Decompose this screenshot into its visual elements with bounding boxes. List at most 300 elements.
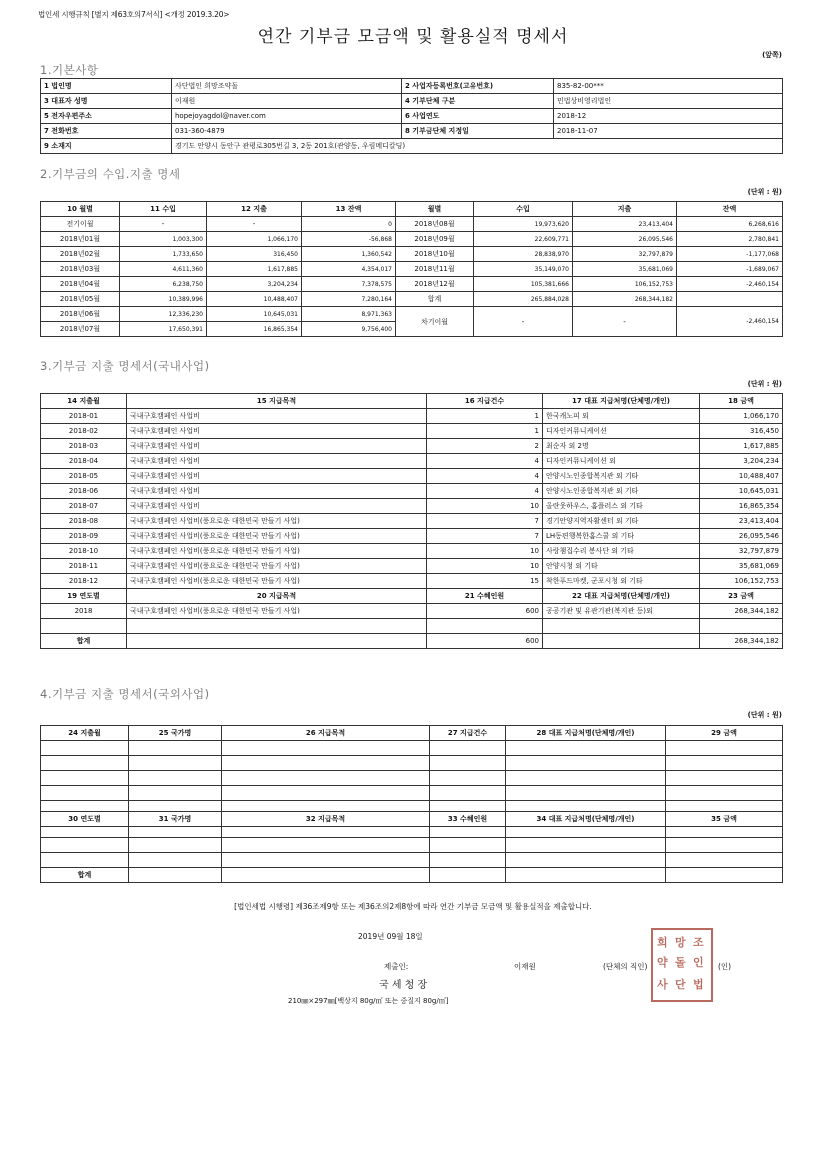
value-cell: -2,460,154 bbox=[677, 307, 783, 337]
empty-cell bbox=[666, 838, 783, 853]
column-header: 23 금액 bbox=[700, 589, 783, 604]
empty-cell bbox=[700, 619, 783, 634]
month-cell: 2018-06 bbox=[41, 484, 127, 499]
table-row bbox=[41, 124, 783, 139]
table-row bbox=[41, 232, 783, 247]
submitter-label: 제출인: bbox=[384, 962, 409, 971]
table-row bbox=[41, 499, 783, 514]
column-header: 21 수혜인원 bbox=[427, 589, 543, 604]
table-row bbox=[41, 801, 783, 812]
amount-cell: 23,413,404 bbox=[700, 514, 783, 529]
month-cell: 2018년09월 bbox=[396, 232, 474, 247]
table-row bbox=[41, 574, 783, 589]
empty-cell bbox=[430, 853, 506, 868]
table-row bbox=[41, 262, 783, 277]
table-row bbox=[41, 756, 783, 771]
empty-cell bbox=[41, 771, 129, 786]
value-cell: 7,280,164 bbox=[302, 292, 396, 307]
purpose-cell: 국내구호캠페인 사업비 bbox=[127, 409, 427, 424]
table-row bbox=[41, 786, 783, 801]
value-cell: -56,868 bbox=[302, 232, 396, 247]
paper-spec: 210㎜×297㎜[백상지 80g/㎡ 또는 중질지 80g/㎡] bbox=[288, 997, 449, 1005]
value-cell: 3,204,234 bbox=[207, 277, 302, 292]
table-row bbox=[41, 619, 783, 634]
field-label: 8 기부금단체 지정일 bbox=[402, 124, 554, 139]
purpose-cell: 국내구호캠페인 사업비(풍요로운 대한민국 만들기 사업) bbox=[127, 604, 427, 619]
organization-seal-stamp: 희 망 조 약 돌 인 사 단 법 bbox=[651, 928, 713, 1002]
table-row bbox=[41, 771, 783, 786]
empty-cell bbox=[41, 853, 129, 868]
empty-cell bbox=[129, 741, 222, 756]
empty-cell bbox=[506, 786, 666, 801]
table-header-row bbox=[41, 394, 783, 409]
empty-cell bbox=[666, 771, 783, 786]
empty-cell bbox=[41, 619, 127, 634]
value-cell: 1,360,542 bbox=[302, 247, 396, 262]
recipient-cell: LH동편행복한홈스쿨 외 기타 bbox=[543, 529, 700, 544]
amount-cell: 35,681,069 bbox=[700, 559, 783, 574]
amount-cell: 10,645,031 bbox=[700, 484, 783, 499]
column-header: 11 수입 bbox=[120, 202, 207, 217]
empty-cell bbox=[666, 853, 783, 868]
empty-cell bbox=[666, 756, 783, 771]
table-row bbox=[41, 109, 783, 124]
table-row bbox=[41, 559, 783, 574]
page-side-note: (앞쪽) bbox=[762, 51, 782, 59]
value-cell: 4,354,017 bbox=[302, 262, 396, 277]
table-row bbox=[41, 827, 783, 838]
overseas-expense-table bbox=[40, 725, 783, 883]
count-cell: 7 bbox=[427, 514, 543, 529]
empty-cell bbox=[41, 786, 129, 801]
submission-statement: [법인세법 시행령] 제36조제9항 또는 제36조의2제8항에 따라 연간 기부금 모금액 및 활용실적을 제출합니다. bbox=[234, 902, 592, 911]
count-cell: 10 bbox=[427, 544, 543, 559]
count-cell: 15 bbox=[427, 574, 543, 589]
empty-cell bbox=[506, 756, 666, 771]
column-header: 28 대표 지급처명(단체명/개인) bbox=[506, 726, 666, 741]
amount-cell: 26,095,546 bbox=[700, 529, 783, 544]
value-cell: 35,149,070 bbox=[474, 262, 573, 277]
field-label: 5 전자우편주소 bbox=[41, 109, 172, 124]
empty-cell bbox=[666, 786, 783, 801]
empty-cell bbox=[666, 827, 783, 838]
empty-cell bbox=[129, 801, 222, 812]
value-cell: 1,003,300 bbox=[120, 232, 207, 247]
table-header-row bbox=[41, 812, 783, 827]
empty-cell bbox=[430, 868, 506, 883]
empty-cell bbox=[430, 786, 506, 801]
section2-unit: (단위 : 원) bbox=[747, 188, 782, 196]
count-cell: 4 bbox=[427, 469, 543, 484]
empty-cell bbox=[41, 827, 129, 838]
count-cell: 2 bbox=[427, 439, 543, 454]
empty-cell bbox=[506, 868, 666, 883]
value-cell: -1,177,068 bbox=[677, 247, 783, 262]
empty-cell bbox=[129, 771, 222, 786]
submitter-name: 이재원 bbox=[514, 962, 536, 971]
table-row bbox=[41, 217, 783, 232]
month-cell: 2018-05 bbox=[41, 469, 127, 484]
column-header: 16 지급건수 bbox=[427, 394, 543, 409]
month-cell: 2018년03월 bbox=[41, 262, 120, 277]
total-row bbox=[41, 868, 783, 883]
recipient-cell: 안양시청 외 기타 bbox=[543, 559, 700, 574]
purpose-cell: 국내구호캠페인 사업비(풍요로운 대한민국 만들기 사업) bbox=[127, 514, 427, 529]
recipient-cell: 착한푸드마켓, 군포시청 외 기타 bbox=[543, 574, 700, 589]
table-row bbox=[41, 79, 783, 94]
recipient-cell: 디자인커뮤니케이션 bbox=[543, 424, 700, 439]
month-cell: 2018-08 bbox=[41, 514, 127, 529]
empty-cell bbox=[222, 801, 430, 812]
month-cell: 전기이월 bbox=[41, 217, 120, 232]
value-cell: 19,973,620 bbox=[474, 217, 573, 232]
field-value: 경기도 안양시 동안구 관평로305번길 3, 2동 201호(관양동, 우림메디칼딩) bbox=[172, 139, 783, 154]
purpose-cell: 국내구호캠페인 사업비 bbox=[127, 424, 427, 439]
value-cell: 1,733,650 bbox=[120, 247, 207, 262]
field-label: 3 대표자 성명 bbox=[41, 94, 172, 109]
table-row bbox=[41, 484, 783, 499]
table-row bbox=[41, 469, 783, 484]
empty-cell bbox=[430, 838, 506, 853]
value-cell: 10,645,031 bbox=[207, 307, 302, 322]
month-cell: 2018-04 bbox=[41, 454, 127, 469]
value-cell: 6,268,616 bbox=[677, 217, 783, 232]
empty-cell bbox=[127, 634, 427, 649]
month-cell: 2018-09 bbox=[41, 529, 127, 544]
value-cell: 16,865,354 bbox=[207, 322, 302, 337]
recipient-cell: 안양시노인종합복지관 외 기타 bbox=[543, 484, 700, 499]
field-value: 835-82-00*** bbox=[554, 79, 783, 94]
empty-cell bbox=[129, 838, 222, 853]
month-cell: 2018-12 bbox=[41, 574, 127, 589]
column-header: 18 금액 bbox=[700, 394, 783, 409]
section4-title: 4.기부금 지출 명세서(국외사업) bbox=[40, 687, 210, 701]
month-cell: 합계 bbox=[396, 292, 474, 307]
recipient-cell: 한국캐노피 외 bbox=[543, 409, 700, 424]
month-cell: 2018년12월 bbox=[396, 277, 474, 292]
total-amount: 268,344,182 bbox=[700, 634, 783, 649]
column-header: 33 수혜인원 bbox=[430, 812, 506, 827]
table-row bbox=[41, 409, 783, 424]
empty-cell bbox=[543, 634, 700, 649]
amount-cell: 268,344,182 bbox=[700, 604, 783, 619]
count-cell: 1 bbox=[427, 424, 543, 439]
table-row bbox=[41, 277, 783, 292]
value-cell: 105,381,666 bbox=[474, 277, 573, 292]
empty-cell bbox=[506, 827, 666, 838]
column-header: 20 지급목적 bbox=[127, 589, 427, 604]
month-cell: 2018년07월 bbox=[41, 322, 120, 337]
empty-cell bbox=[129, 868, 222, 883]
table-header-row bbox=[41, 589, 783, 604]
value-cell: 4,611,360 bbox=[120, 262, 207, 277]
empty-cell bbox=[41, 741, 129, 756]
field-value: 사단법인 희망조약돌 bbox=[172, 79, 402, 94]
seal-note: (단체의 직인) bbox=[603, 962, 648, 971]
value-cell: 1,066,170 bbox=[207, 232, 302, 247]
purpose-cell: 국내구호캠페인 사업비(풍요로운 대한민국 만들기 사업) bbox=[127, 574, 427, 589]
recipient-cell: 디자인커뮤니케이션 외 bbox=[543, 454, 700, 469]
purpose-cell: 국내구호캠페인 사업비 bbox=[127, 454, 427, 469]
empty-cell bbox=[222, 786, 430, 801]
seal-mark: (인) bbox=[718, 962, 732, 971]
field-value: 민법상비영리법인 bbox=[554, 94, 783, 109]
year-cell: 2018 bbox=[41, 604, 127, 619]
column-header: 32 지급목적 bbox=[222, 812, 430, 827]
value-cell: 28,838,970 bbox=[474, 247, 573, 262]
table-row bbox=[41, 544, 783, 559]
field-label: 9 소재지 bbox=[41, 139, 172, 154]
table-row bbox=[41, 529, 783, 544]
amount-cell: 106,152,753 bbox=[700, 574, 783, 589]
column-header: 13 잔액 bbox=[302, 202, 396, 217]
purpose-cell: 국내구호캠페인 사업비(풍요로운 대한민국 만들기 사업) bbox=[127, 529, 427, 544]
field-label: 7 전화번호 bbox=[41, 124, 172, 139]
amount-cell: 3,204,234 bbox=[700, 454, 783, 469]
month-cell: 2018-01 bbox=[41, 409, 127, 424]
column-header: 31 국가명 bbox=[129, 812, 222, 827]
table-row bbox=[41, 94, 783, 109]
value-cell: 10,488,407 bbox=[207, 292, 302, 307]
table-row bbox=[41, 307, 783, 322]
value-cell: 9,756,400 bbox=[302, 322, 396, 337]
purpose-cell: 국내구호캠페인 사업비 bbox=[127, 499, 427, 514]
purpose-cell: 국내구호캠페인 사업비 bbox=[127, 469, 427, 484]
domestic-expense-table bbox=[40, 393, 783, 649]
section2-title: 2.기부금의 수입.지출 명세 bbox=[40, 167, 181, 181]
count-cell: 1 bbox=[427, 409, 543, 424]
recipient-cell: 공공기관 및 유관기관(복지관 등)외 bbox=[543, 604, 700, 619]
submission-date: 2019년 09월 18일 bbox=[358, 932, 423, 941]
value-cell: 12,336,230 bbox=[120, 307, 207, 322]
column-header: 월별 bbox=[396, 202, 474, 217]
month-cell: 2018-02 bbox=[41, 424, 127, 439]
column-header: 35 금액 bbox=[666, 812, 783, 827]
empty-cell bbox=[506, 838, 666, 853]
empty-cell bbox=[430, 801, 506, 812]
field-label: 1 법인명 bbox=[41, 79, 172, 94]
empty-cell bbox=[427, 619, 543, 634]
value-cell: 6,238,750 bbox=[120, 277, 207, 292]
total-label: 합계 bbox=[41, 634, 127, 649]
column-header: 34 대표 지급처명(단체명/개인) bbox=[506, 812, 666, 827]
value-cell bbox=[677, 292, 783, 307]
month-cell: 2018년08월 bbox=[396, 217, 474, 232]
month-cell: 2018년10월 bbox=[396, 247, 474, 262]
empty-cell bbox=[666, 868, 783, 883]
empty-cell bbox=[41, 801, 129, 812]
field-value: 031-360-4879 bbox=[172, 124, 402, 139]
table-row bbox=[41, 139, 783, 154]
value-cell: -1,689,067 bbox=[677, 262, 783, 277]
empty-cell bbox=[129, 786, 222, 801]
month-cell: 2018년11월 bbox=[396, 262, 474, 277]
empty-cell bbox=[430, 741, 506, 756]
field-label: 6 사업연도 bbox=[402, 109, 554, 124]
column-header: 27 지급건수 bbox=[430, 726, 506, 741]
empty-cell bbox=[430, 771, 506, 786]
amount-cell: 10,488,407 bbox=[700, 469, 783, 484]
recipient-cell: 안양시노인종합복지관 외 기타 bbox=[543, 469, 700, 484]
field-label: 4 기부단체 구분 bbox=[402, 94, 554, 109]
value-cell: 106,152,753 bbox=[573, 277, 677, 292]
field-value: 2018-12 bbox=[554, 109, 783, 124]
form-reference: 법인세 시행규칙 [별지 제63호의7서식] <개정 2019.3.20> bbox=[38, 10, 230, 19]
empty-cell bbox=[222, 838, 430, 853]
column-header: 12 지출 bbox=[207, 202, 302, 217]
table-row bbox=[41, 741, 783, 756]
recipient-cell: 사랑챔집수리 봉사단 외 기타 bbox=[543, 544, 700, 559]
amount-cell: 16,865,354 bbox=[700, 499, 783, 514]
value-cell: 35,681,069 bbox=[573, 262, 677, 277]
empty-cell bbox=[41, 756, 129, 771]
empty-cell bbox=[222, 853, 430, 868]
table-row bbox=[41, 439, 783, 454]
value-cell: 2,780,841 bbox=[677, 232, 783, 247]
value-cell: - bbox=[120, 217, 207, 232]
month-cell: 2018년02월 bbox=[41, 247, 120, 262]
month-cell: 차기이월 bbox=[396, 307, 474, 337]
column-header: 30 연도별 bbox=[41, 812, 129, 827]
empty-cell bbox=[222, 868, 430, 883]
total-count: 600 bbox=[427, 634, 543, 649]
empty-cell bbox=[222, 741, 430, 756]
count-cell: 4 bbox=[427, 454, 543, 469]
empty-cell bbox=[129, 853, 222, 868]
column-header: 10 월별 bbox=[41, 202, 120, 217]
table-row bbox=[41, 604, 783, 619]
count-cell: 600 bbox=[427, 604, 543, 619]
document-title: 연간 기부금 모금액 및 활용실적 명세서 bbox=[257, 27, 569, 47]
empty-cell bbox=[127, 619, 427, 634]
field-value: 2018-11-07 bbox=[554, 124, 783, 139]
purpose-cell: 국내구호캠페인 사업비 bbox=[127, 484, 427, 499]
column-header: 24 지출월 bbox=[41, 726, 129, 741]
value-cell: 316,450 bbox=[207, 247, 302, 262]
column-header: 17 대표 지급처명(단체명/개인) bbox=[543, 394, 700, 409]
empty-cell bbox=[666, 741, 783, 756]
recipient-cell: 경기안양지역자활센터 외 기타 bbox=[543, 514, 700, 529]
empty-cell bbox=[222, 756, 430, 771]
empty-cell bbox=[430, 827, 506, 838]
column-header: 잔액 bbox=[677, 202, 783, 217]
amount-cell: 32,797,879 bbox=[700, 544, 783, 559]
table-header-row bbox=[41, 202, 783, 217]
table-row bbox=[41, 514, 783, 529]
purpose-cell: 국내구호캠페인 사업비 bbox=[127, 439, 427, 454]
amount-cell: 1,066,170 bbox=[700, 409, 783, 424]
table-row bbox=[41, 424, 783, 439]
purpose-cell: 국내구호캠페인 사업비(풍요로운 대한민국 만들기 사업) bbox=[127, 544, 427, 559]
month-cell: 2018-10 bbox=[41, 544, 127, 559]
value-cell: 7,378,575 bbox=[302, 277, 396, 292]
column-header: 25 국가명 bbox=[129, 726, 222, 741]
column-header: 26 지급목적 bbox=[222, 726, 430, 741]
value-cell: - bbox=[207, 217, 302, 232]
empty-cell bbox=[41, 838, 129, 853]
basic-info-table bbox=[40, 78, 783, 154]
column-header: 19 연도별 bbox=[41, 589, 127, 604]
section1-title: 1.기본사항 bbox=[40, 63, 99, 77]
value-cell: - bbox=[573, 307, 677, 337]
count-cell: 10 bbox=[427, 499, 543, 514]
table-row bbox=[41, 247, 783, 262]
empty-cell bbox=[222, 771, 430, 786]
month-cell: 2018-11 bbox=[41, 559, 127, 574]
month-cell: 2018-07 bbox=[41, 499, 127, 514]
value-cell: 10,389,996 bbox=[120, 292, 207, 307]
income-expense-table bbox=[40, 201, 783, 337]
recipient-cell: 올란웃하우스, 홈플러스 외 기타 bbox=[543, 499, 700, 514]
empty-cell bbox=[506, 801, 666, 812]
column-header: 15 지급목적 bbox=[127, 394, 427, 409]
table-row bbox=[41, 838, 783, 853]
count-cell: 7 bbox=[427, 529, 543, 544]
value-cell: 0 bbox=[302, 217, 396, 232]
value-cell: 268,344,182 bbox=[573, 292, 677, 307]
month-cell: 2018-03 bbox=[41, 439, 127, 454]
month-cell: 2018년04월 bbox=[41, 277, 120, 292]
empty-cell bbox=[506, 771, 666, 786]
empty-cell bbox=[129, 827, 222, 838]
month-cell: 2018년05월 bbox=[41, 292, 120, 307]
empty-cell bbox=[543, 619, 700, 634]
total-label: 합계 bbox=[41, 868, 129, 883]
value-cell: -2,460,154 bbox=[677, 277, 783, 292]
value-cell: - bbox=[474, 307, 573, 337]
value-cell: 265,884,028 bbox=[474, 292, 573, 307]
purpose-cell: 국내구호캠페인 사업비(풍요로운 대한민국 만들기 사업) bbox=[127, 559, 427, 574]
column-header: 14 지출월 bbox=[41, 394, 127, 409]
value-cell: 17,650,391 bbox=[120, 322, 207, 337]
table-row bbox=[41, 292, 783, 307]
column-header: 29 금액 bbox=[666, 726, 783, 741]
section3-unit: (단위 : 원) bbox=[747, 380, 782, 388]
count-cell: 10 bbox=[427, 559, 543, 574]
month-cell: 2018년06월 bbox=[41, 307, 120, 322]
empty-cell bbox=[506, 853, 666, 868]
field-label: 2 사업자등록번호(고유번호) bbox=[402, 79, 554, 94]
empty-cell bbox=[129, 756, 222, 771]
column-header: 지출 bbox=[573, 202, 677, 217]
amount-cell: 1,617,885 bbox=[700, 439, 783, 454]
count-cell: 4 bbox=[427, 484, 543, 499]
section3-title: 3.기부금 지출 명세서(국내사업) bbox=[40, 359, 210, 373]
empty-cell bbox=[222, 827, 430, 838]
table-row bbox=[41, 454, 783, 469]
column-header: 수입 bbox=[474, 202, 573, 217]
empty-cell bbox=[666, 801, 783, 812]
value-cell: 32,797,879 bbox=[573, 247, 677, 262]
amount-cell: 316,450 bbox=[700, 424, 783, 439]
table-header-row bbox=[41, 726, 783, 741]
empty-cell bbox=[430, 756, 506, 771]
value-cell: 23,413,404 bbox=[573, 217, 677, 232]
column-header: 22 대표 지급처명(단체명/개인) bbox=[543, 589, 700, 604]
recipient-cell: 최순자 외 2명 bbox=[543, 439, 700, 454]
empty-cell bbox=[506, 741, 666, 756]
total-row bbox=[41, 634, 783, 649]
value-cell: 8,971,363 bbox=[302, 307, 396, 322]
recipient: 국 세 청 장 bbox=[379, 980, 428, 991]
field-value: hopejoyagdol@naver.com bbox=[172, 109, 402, 124]
section4-unit: (단위 : 원) bbox=[747, 711, 782, 719]
value-cell: 22,609,771 bbox=[474, 232, 573, 247]
field-value: 이재원 bbox=[172, 94, 402, 109]
value-cell: 1,617,885 bbox=[207, 262, 302, 277]
table-row bbox=[41, 853, 783, 868]
value-cell: 26,095,546 bbox=[573, 232, 677, 247]
